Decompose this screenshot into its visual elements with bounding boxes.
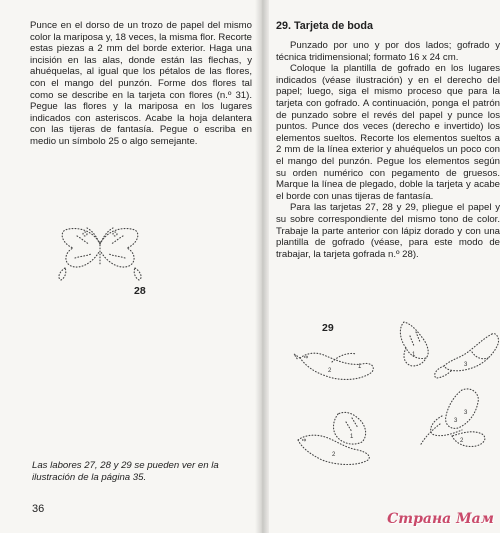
- dove-e-number-1: 3: [454, 418, 458, 424]
- left-column: [30, 20, 252, 148]
- dove-e-number-2: 3: [464, 410, 468, 416]
- right-paragraph-3: Para las tarjetas 27, 28 y 29, pliegue el papel y su sobre correspondiente del mismo tono de color. Trabaje la parte anterior con lápiz dorado y con una plantilla de gofrado (véase, para este modo de trabajar, la tarjeta gofrada n.º 28).: [276, 202, 500, 260]
- butterfly-pattern-figure: [55, 222, 145, 282]
- figure-label-29: 29: [322, 322, 334, 334]
- left-paragraph: Punce en el dorso de un trozo de papel del mismo color la mariposa y, 18 veces, la misma flor. Recorte estas piezas a 2 mm del borde exterior. Haga una incisión en las alas, donde están las flechas, y ahuéquelas, al igual que los pétalos de las flores, con el mango del punzón. Forme dos flores tal como se describe en la tarjeta con flores (n.º 31). Pegue las flores y la mariposa en los lugares indicados con asteriscos. Acabe la hoja delantera con las tijeras de fantasía. Pegue o escriba en medio un símbolo 25 o algo semejante.: [30, 20, 252, 147]
- dove-c: [435, 334, 499, 378]
- dove-a-number: 2: [328, 368, 332, 374]
- dove-d-number-2: 2: [332, 452, 336, 458]
- doves-pattern-figure: [292, 318, 500, 483]
- figure-caption: Las labores 27, 28 y 29 se pueden ver en la ilustración de la página 35.: [32, 460, 219, 483]
- dove-e-number-3: 2: [460, 438, 464, 444]
- figure-label-28: 28: [134, 285, 146, 297]
- dove-b-number: 1: [412, 352, 416, 358]
- dove-d-number-1: 1: [350, 434, 354, 440]
- book-gutter: [255, 0, 269, 533]
- right-paragraph-1: Punzado por uno y por dos lados; gofrado y técnica tridimensional; formato 16 x 24 cm.: [276, 40, 500, 63]
- dove-c-number: 3: [464, 362, 468, 368]
- right-column: [276, 20, 500, 260]
- dove-b: [400, 322, 428, 366]
- right-paragraph-2: Coloque la plantilla de gofrado en los lugares indicados (véase ilustración) y en el derecho del papel; luego, siga el mismo proceso que para la tarjeta con gofrado. A continuación, ponga el patrón de punzado sobre el revés del papel y punce los puntos. Punce dos veces (derecho e invertido) los elementos sueltos. Recorte los elementos sueltos a 2 mm de la línea exterior y ahuéquelos un poco con el mango del punzón. Pegue los elementos según su orden numérico con pegamento de gruesos. Marque la línea de plegado, doble la tarjeta y acabe el borde con unas tijeras de fantasía.: [276, 63, 500, 202]
- section-title: 29. Tarjeta de boda: [276, 20, 374, 32]
- dove-d: [298, 412, 369, 464]
- dove-a-number-b: 1: [358, 364, 362, 370]
- dove-e: [420, 389, 485, 447]
- page-number: 36: [32, 503, 45, 515]
- dove-a: [294, 353, 373, 379]
- watermark: Страна Мам: [387, 511, 494, 527]
